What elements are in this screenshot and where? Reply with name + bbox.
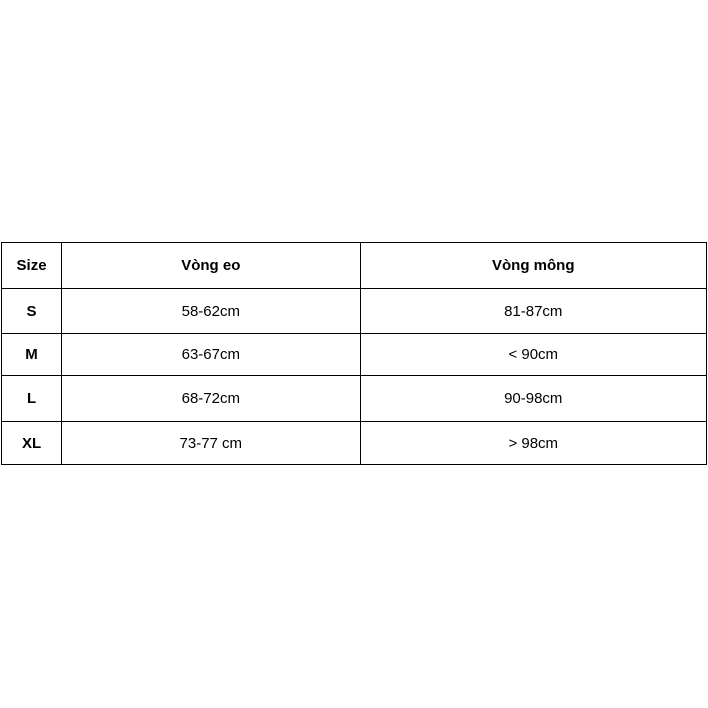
table-header-row xyxy=(2,243,707,289)
hip-cell: 90-98cm xyxy=(360,376,707,422)
size-cell: L xyxy=(2,376,62,422)
waist-cell: 73-77 cm xyxy=(62,422,360,465)
size-cell: XL xyxy=(2,422,62,465)
size-cell: M xyxy=(2,334,62,376)
waist-cell: 68-72cm xyxy=(62,376,360,422)
hip-cell: 81-87cm xyxy=(360,289,707,334)
size-chart-table xyxy=(1,242,707,465)
header-size: Size xyxy=(2,243,62,289)
table-row xyxy=(2,334,707,376)
header-hip: Vòng mông xyxy=(360,243,707,289)
waist-cell: 63-67cm xyxy=(62,334,360,376)
header-waist: Vòng eo xyxy=(62,243,360,289)
table-row xyxy=(2,422,707,465)
hip-cell: > 98cm xyxy=(360,422,707,465)
hip-cell: < 90cm xyxy=(360,334,707,376)
table-row xyxy=(2,376,707,422)
size-cell: S xyxy=(2,289,62,334)
table-row xyxy=(2,289,707,334)
waist-cell: 58-62cm xyxy=(62,289,360,334)
